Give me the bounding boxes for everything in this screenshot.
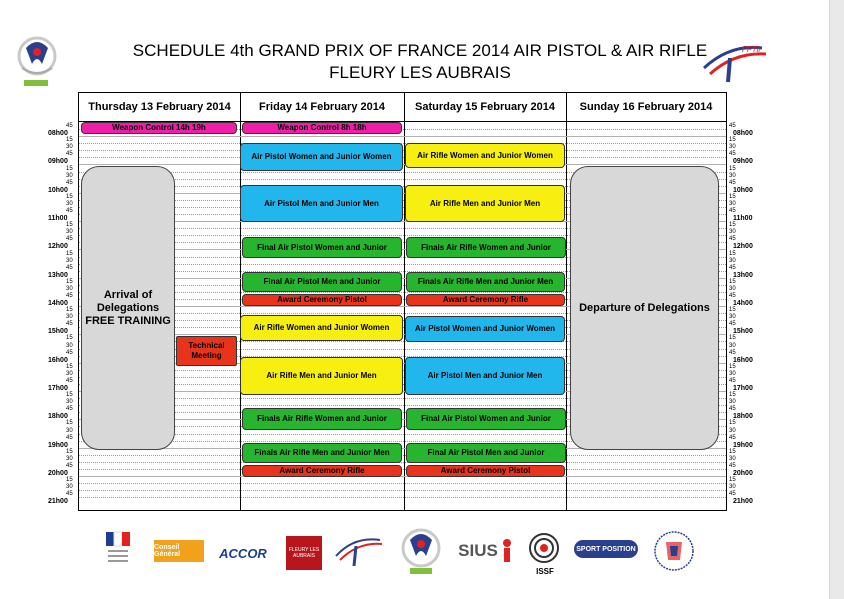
minute-label: 30 bbox=[66, 342, 73, 349]
minute-label: 30 bbox=[729, 144, 736, 151]
minute-label: 30 bbox=[729, 370, 736, 377]
hour-label: 12h00 bbox=[733, 243, 753, 251]
minute-label: 15 bbox=[729, 363, 736, 370]
fleury-logo: FLEURY LES AUBRAIS bbox=[286, 536, 322, 570]
hour-label: 10h00 bbox=[733, 186, 753, 194]
minute-label: 15 bbox=[729, 137, 736, 144]
issf-label: ISSF bbox=[536, 566, 554, 576]
minute-label: 45 bbox=[66, 321, 73, 328]
hour-label: 19h00 bbox=[733, 441, 753, 449]
sport-position-logo: SPORT POSITION bbox=[574, 540, 638, 558]
hour-label: 16h00 bbox=[48, 356, 68, 364]
time-gridline bbox=[79, 490, 726, 491]
hour-label: 11h00 bbox=[733, 215, 753, 223]
minute-label: 45 bbox=[729, 462, 736, 469]
minute-label: 30 bbox=[66, 455, 73, 462]
hour-label: 13h00 bbox=[733, 271, 753, 279]
minute-label: 30 bbox=[729, 342, 736, 349]
minute-label: 45 bbox=[729, 208, 736, 215]
minute-label: 15 bbox=[729, 392, 736, 399]
event-fri-weapon-control: Weapon Control 8h 18h bbox=[242, 122, 402, 134]
minute-label: 30 bbox=[729, 484, 736, 491]
day-header-thursday: Thursday 13 February 2014 bbox=[79, 93, 240, 122]
event-thu-technical-meeting: Technical Meeting bbox=[176, 336, 237, 366]
minute-label: 15 bbox=[729, 420, 736, 427]
event-sat-final-ap-men: Final Air Pistol Men and Junior bbox=[406, 443, 566, 463]
minute-label: 45 bbox=[729, 123, 736, 130]
minute-label: 30 bbox=[66, 144, 73, 151]
minute-label: 30 bbox=[66, 427, 73, 434]
minute-label: 30 bbox=[66, 229, 73, 236]
minute-label: 45 bbox=[729, 321, 736, 328]
hour-label: 09h00 bbox=[733, 158, 753, 166]
minute-label: 30 bbox=[729, 427, 736, 434]
svg-text:FFTir: FFTir bbox=[742, 45, 762, 54]
minute-label: 15 bbox=[729, 165, 736, 172]
minute-label: 45 bbox=[729, 236, 736, 243]
minute-label: 30 bbox=[729, 257, 736, 264]
minute-label: 30 bbox=[66, 370, 73, 377]
minute-label: 45 bbox=[729, 406, 736, 413]
minute-label: 45 bbox=[729, 349, 736, 356]
window-edge bbox=[829, 0, 844, 599]
minute-label: 30 bbox=[66, 314, 73, 321]
minute-label: 30 bbox=[66, 257, 73, 264]
minute-label: 45 bbox=[729, 264, 736, 271]
minute-label: 45 bbox=[66, 349, 73, 356]
hour-label: 12h00 bbox=[48, 243, 68, 251]
event-sat-ap-men: Air Pistol Men and Junior Men bbox=[405, 357, 565, 395]
minute-label: 15 bbox=[66, 193, 73, 200]
hour-label: 18h00 bbox=[733, 413, 753, 421]
minute-label: 30 bbox=[66, 200, 73, 207]
time-gridline bbox=[79, 469, 726, 470]
day-header-sunday: Sunday 16 February 2014 bbox=[566, 93, 726, 122]
event-fri-finals-ar-men: Finals Air Rifle Men and Junior Men bbox=[242, 443, 402, 463]
minute-label: 45 bbox=[66, 151, 73, 158]
hour-label: 15h00 bbox=[48, 328, 68, 336]
minute-label: 45 bbox=[729, 179, 736, 186]
event-fri-ar-men: Air Rifle Men and Junior Men bbox=[240, 357, 403, 395]
minute-label: 15 bbox=[729, 335, 736, 342]
hour-label: 19h00 bbox=[48, 441, 68, 449]
day-header-friday: Friday 14 February 2014 bbox=[240, 93, 404, 122]
sius-logo: SIUS bbox=[458, 541, 498, 560]
event-sat-finals-ar-men: Finals Air Rifle Men and Junior Men bbox=[406, 272, 565, 292]
hour-label: 13h00 bbox=[48, 271, 68, 279]
minute-label: 15 bbox=[729, 448, 736, 455]
hour-label: 10h00 bbox=[48, 186, 68, 194]
minute-label: 15 bbox=[66, 278, 73, 285]
minute-label: 45 bbox=[729, 377, 736, 384]
minute-label: 45 bbox=[66, 293, 73, 299]
fleury-shooting-logo-icon bbox=[12, 34, 62, 90]
sponsor-bar bbox=[96, 524, 716, 580]
event-sat-ar-men: Air Rifle Men and Junior Men bbox=[405, 185, 565, 222]
minute-label: 30 bbox=[729, 455, 736, 462]
fftir-logo-small-icon bbox=[334, 532, 384, 568]
minute-label: 30 bbox=[729, 399, 736, 406]
minute-label: 30 bbox=[66, 399, 73, 406]
minute-label: 15 bbox=[729, 250, 736, 257]
time-gridline bbox=[79, 476, 726, 477]
event-fri-ap-women: Air Pistol Women and Junior Women bbox=[240, 143, 403, 171]
fleury-shooting-logo-small-icon bbox=[396, 526, 446, 578]
time-gridline bbox=[79, 497, 726, 498]
hour-label: 17h00 bbox=[48, 385, 68, 393]
event-sat-award-pistol: Award Ceremony Pistol bbox=[406, 465, 565, 477]
hour-label: 18h00 bbox=[48, 413, 68, 421]
event-sat-award-rifle: Award Ceremony Rifle bbox=[406, 294, 565, 306]
event-sat-final-ap-women: Final Air Pistol Women and Junior bbox=[406, 408, 566, 430]
hour-label: 08h00 bbox=[733, 130, 753, 138]
title-line-1: SCHEDULE 4th GRAND PRIX OF FRANCE 2014 AIR PISTOL & AIR RIFLE bbox=[132, 41, 708, 60]
minute-label: 15 bbox=[66, 392, 73, 399]
hour-label: 14h00 bbox=[733, 300, 753, 308]
minute-label: 30 bbox=[729, 200, 736, 207]
minute-label: 30 bbox=[66, 484, 73, 491]
event-sun-departure: Departure of Delegations bbox=[570, 166, 719, 450]
minute-label: 15 bbox=[66, 222, 73, 229]
minute-label: 15 bbox=[729, 477, 736, 484]
minute-label: 30 bbox=[729, 229, 736, 236]
accor-logo: ACCOR bbox=[219, 545, 267, 561]
event-thu-arrival: Arrival of Delegations FREE TRAINING bbox=[81, 166, 175, 450]
issf-target-icon bbox=[528, 532, 560, 564]
event-fri-ap-men: Air Pistol Men and Junior Men bbox=[240, 185, 403, 222]
page-title bbox=[90, 40, 750, 84]
minute-label: 15 bbox=[66, 307, 73, 314]
hour-label: 16h00 bbox=[733, 356, 753, 364]
event-fri-finals-ar-women: Finals Air Rifle Women and Junior bbox=[242, 408, 402, 430]
minute-label: 45 bbox=[66, 236, 73, 243]
minute-label: 30 bbox=[729, 172, 736, 179]
time-gridline bbox=[79, 462, 726, 463]
event-fri-award-pistol: Award Ceremony Pistol bbox=[242, 294, 402, 306]
event-fri-award-rifle: Award Ceremony Rifle bbox=[242, 465, 402, 477]
hour-label: 08h00 bbox=[48, 130, 68, 138]
event-sat-finals-ar-women: Finals Air Rifle Women and Junior bbox=[406, 237, 566, 258]
event-fri-final-ap-women: Final Air Pistol Women and Junior bbox=[242, 237, 402, 258]
minute-label: 45 bbox=[66, 377, 73, 384]
minute-label: 15 bbox=[66, 165, 73, 172]
minute-label: 45 bbox=[66, 491, 73, 498]
time-gridline bbox=[79, 136, 726, 137]
minute-label: 45 bbox=[66, 123, 73, 130]
minute-label: 45 bbox=[66, 406, 73, 413]
conseil-general-logo: Conseil Général bbox=[154, 540, 204, 562]
hour-label: 15h00 bbox=[733, 328, 753, 336]
minute-label: 15 bbox=[66, 363, 73, 370]
minute-label: 45 bbox=[66, 434, 73, 441]
minute-label: 30 bbox=[729, 285, 736, 292]
hour-label: 20h00 bbox=[733, 470, 753, 477]
hour-label: 21h00 bbox=[733, 498, 753, 506]
minute-label: 15 bbox=[66, 250, 73, 257]
republique-francaise-icon bbox=[104, 530, 132, 566]
event-sat-ar-women: Air Rifle Women and Junior Women bbox=[405, 143, 565, 168]
minute-label: 45 bbox=[729, 293, 736, 299]
time-gridline bbox=[79, 455, 726, 456]
hour-label: 17h00 bbox=[733, 385, 753, 393]
hour-label: 21h00 bbox=[48, 498, 68, 506]
minute-label: 45 bbox=[66, 179, 73, 186]
minute-label: 15 bbox=[66, 137, 73, 144]
minute-label: 15 bbox=[66, 448, 73, 455]
minute-label: 15 bbox=[729, 193, 736, 200]
minute-label: 45 bbox=[729, 434, 736, 441]
event-thu-weapon-control: Weapon Control 14h 19h bbox=[81, 122, 237, 134]
event-fri-ar-women: Air Rifle Women and Junior Women bbox=[240, 315, 403, 341]
minute-label: 45 bbox=[729, 151, 736, 158]
minute-label: 30 bbox=[66, 172, 73, 179]
minute-label: 15 bbox=[729, 278, 736, 285]
sius-shooter-icon bbox=[500, 538, 514, 564]
event-fri-final-ap-men: Final Air Pistol Men and Junior bbox=[242, 272, 402, 292]
minute-label: 30 bbox=[729, 314, 736, 321]
minute-label: 45 bbox=[729, 491, 736, 498]
minute-label: 45 bbox=[66, 208, 73, 215]
event-sat-ap-women: Air Pistol Women and Junior Women bbox=[405, 316, 565, 342]
hour-label: 09h00 bbox=[48, 158, 68, 166]
hour-label: 20h00 bbox=[48, 470, 68, 477]
minute-label: 30 bbox=[66, 285, 73, 292]
time-gridline bbox=[79, 483, 726, 484]
minute-label: 45 bbox=[66, 462, 73, 469]
title-line-2: FLEURY LES AUBRAIS bbox=[329, 63, 511, 82]
minute-label: 15 bbox=[729, 222, 736, 229]
minute-label: 15 bbox=[66, 477, 73, 484]
hour-label: 11h00 bbox=[48, 215, 68, 223]
minute-label: 45 bbox=[66, 264, 73, 271]
day-header-saturday: Saturday 15 February 2014 bbox=[404, 93, 566, 122]
minute-label: 15 bbox=[66, 335, 73, 342]
club-crest-icon bbox=[652, 530, 696, 572]
minute-label: 15 bbox=[729, 307, 736, 314]
minute-label: 15 bbox=[66, 420, 73, 427]
hour-label: 14h00 bbox=[48, 300, 68, 308]
